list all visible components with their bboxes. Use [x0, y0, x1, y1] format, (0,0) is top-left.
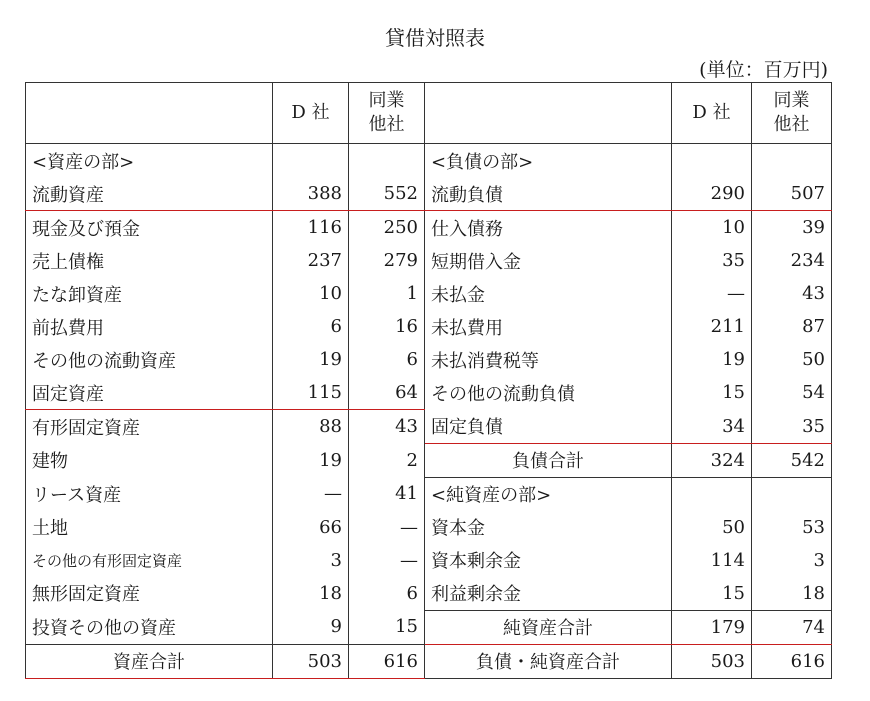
cell-value: 616 [349, 644, 425, 678]
cell-value: — [349, 544, 425, 577]
cell-value: 50 [672, 511, 752, 544]
row-label: その他の流動資産 [26, 343, 273, 376]
table-row [26, 610, 832, 644]
table-row [26, 443, 832, 477]
row-label: 短期借入金 [425, 244, 672, 277]
cell-value: 15 [672, 577, 752, 611]
section-liabilities: <負債の部> [425, 144, 672, 178]
cell-value [752, 477, 832, 511]
cell-value: 15 [349, 610, 425, 644]
cell-value [672, 144, 752, 178]
cell-value: 6 [349, 577, 425, 611]
row-label: 投資その他の資産 [26, 610, 273, 644]
row-label: 固定負債 [425, 410, 672, 444]
row-label: 仕入債務 [425, 211, 672, 245]
cell-value: — [672, 277, 752, 310]
cell-value: 18 [752, 577, 832, 611]
cell-value: 54 [752, 376, 832, 410]
row-label: 売上債権 [26, 244, 273, 277]
row-label: 未払消費税等 [425, 343, 672, 376]
cell-value: 211 [672, 310, 752, 343]
row-label: 未払費用 [425, 310, 672, 343]
cell-value: 10 [672, 211, 752, 245]
row-label: 固定資産 [26, 376, 273, 410]
net-assets-total-label: 純資産合計 [425, 610, 672, 644]
header-row [26, 83, 832, 144]
row-label: たな卸資産 [26, 277, 273, 310]
table-row [26, 477, 832, 511]
row-label: 建物 [26, 443, 273, 477]
table-row [26, 410, 832, 444]
row-label: その他の有形固定資産 [26, 544, 273, 577]
header-right-label [425, 83, 672, 144]
section-assets: <資産の部> [26, 144, 273, 178]
cell-value [672, 477, 752, 511]
cell-value: 114 [672, 544, 752, 577]
row-label: 流動資産 [26, 177, 273, 211]
cell-value: 179 [672, 610, 752, 644]
cell-value: 503 [672, 644, 752, 678]
row-label: 流動負債 [425, 177, 672, 211]
table-row [26, 343, 832, 376]
row-label: 資本金 [425, 511, 672, 544]
table-row [26, 577, 832, 611]
header-right-d: D 社 [672, 83, 752, 144]
assets-total-label: 資産合計 [26, 644, 273, 678]
cell-value: 6 [273, 310, 349, 343]
row-label: 資本剰余金 [425, 544, 672, 577]
section-net-assets: <純資産の部> [425, 477, 672, 511]
cell-value: 64 [349, 376, 425, 410]
row-label: 現金及び預金 [26, 211, 273, 245]
liabilities-net-assets-total-label: 負債・純資産合計 [425, 644, 672, 678]
table-row [26, 511, 832, 544]
cell-value: 2 [349, 443, 425, 477]
cell-value: 34 [672, 410, 752, 444]
row-label: リース資産 [26, 477, 273, 511]
cell-value: 507 [752, 177, 832, 211]
cell-value: 87 [752, 310, 832, 343]
cell-value: 39 [752, 211, 832, 245]
cell-value: 250 [349, 211, 425, 245]
cell-value: 53 [752, 511, 832, 544]
table-row [26, 277, 832, 310]
table-row [26, 544, 832, 577]
liabilities-total-label: 負債合計 [425, 443, 672, 477]
table-row [26, 211, 832, 245]
cell-value [752, 144, 832, 178]
page-title: 貸借対照表 [385, 26, 485, 50]
cell-value: 1 [349, 277, 425, 310]
row-label: 有形固定資産 [26, 410, 273, 444]
cell-value: 6 [349, 343, 425, 376]
header-left-d: D 社 [273, 83, 349, 144]
table-row [26, 310, 832, 343]
cell-value: 542 [752, 443, 832, 477]
cell-value: 279 [349, 244, 425, 277]
cell-value: — [349, 511, 425, 544]
cell-value: 3 [273, 544, 349, 577]
cell-value: 616 [752, 644, 832, 678]
table-row [26, 177, 832, 211]
cell-value: 35 [752, 410, 832, 444]
cell-value: 66 [273, 511, 349, 544]
row-label: 利益剰余金 [425, 577, 672, 611]
row-label: その他の流動負債 [425, 376, 672, 410]
cell-value [349, 144, 425, 178]
table-row [26, 376, 832, 410]
cell-value: 19 [273, 443, 349, 477]
cell-value: 290 [672, 177, 752, 211]
table-row [26, 644, 832, 678]
cell-value: 35 [672, 244, 752, 277]
cell-value: 88 [273, 410, 349, 444]
cell-value: 552 [349, 177, 425, 211]
cell-value: 116 [273, 211, 349, 245]
cell-value [273, 144, 349, 178]
cell-value: 237 [273, 244, 349, 277]
cell-value: 15 [672, 376, 752, 410]
cell-value: 234 [752, 244, 832, 277]
cell-value: 16 [349, 310, 425, 343]
cell-value: 324 [672, 443, 752, 477]
row-label: 無形固定資産 [26, 577, 273, 611]
cell-value: 74 [752, 610, 832, 644]
cell-value: 50 [752, 343, 832, 376]
cell-value: 43 [752, 277, 832, 310]
cell-value: 503 [273, 644, 349, 678]
cell-value: 43 [349, 410, 425, 444]
cell-value: 388 [273, 177, 349, 211]
cell-value: 41 [349, 477, 425, 511]
header-right-peer: 同業 他社 [752, 83, 832, 144]
cell-value: 3 [752, 544, 832, 577]
row-label: 前払費用 [26, 310, 273, 343]
cell-value: 115 [273, 376, 349, 410]
table-row [26, 144, 832, 178]
row-label: 土地 [26, 511, 273, 544]
header-left-label [26, 83, 273, 144]
cell-value: 10 [273, 277, 349, 310]
cell-value: 19 [273, 343, 349, 376]
table-row [26, 244, 832, 277]
row-label: 未払金 [425, 277, 672, 310]
balance-sheet-table [25, 82, 832, 679]
cell-value: 19 [672, 343, 752, 376]
cell-value: 9 [273, 610, 349, 644]
cell-value: — [273, 477, 349, 511]
cell-value: 18 [273, 577, 349, 611]
header-left-peer: 同業 他社 [349, 83, 425, 144]
unit-label: (単位：百万円) [699, 59, 828, 81]
